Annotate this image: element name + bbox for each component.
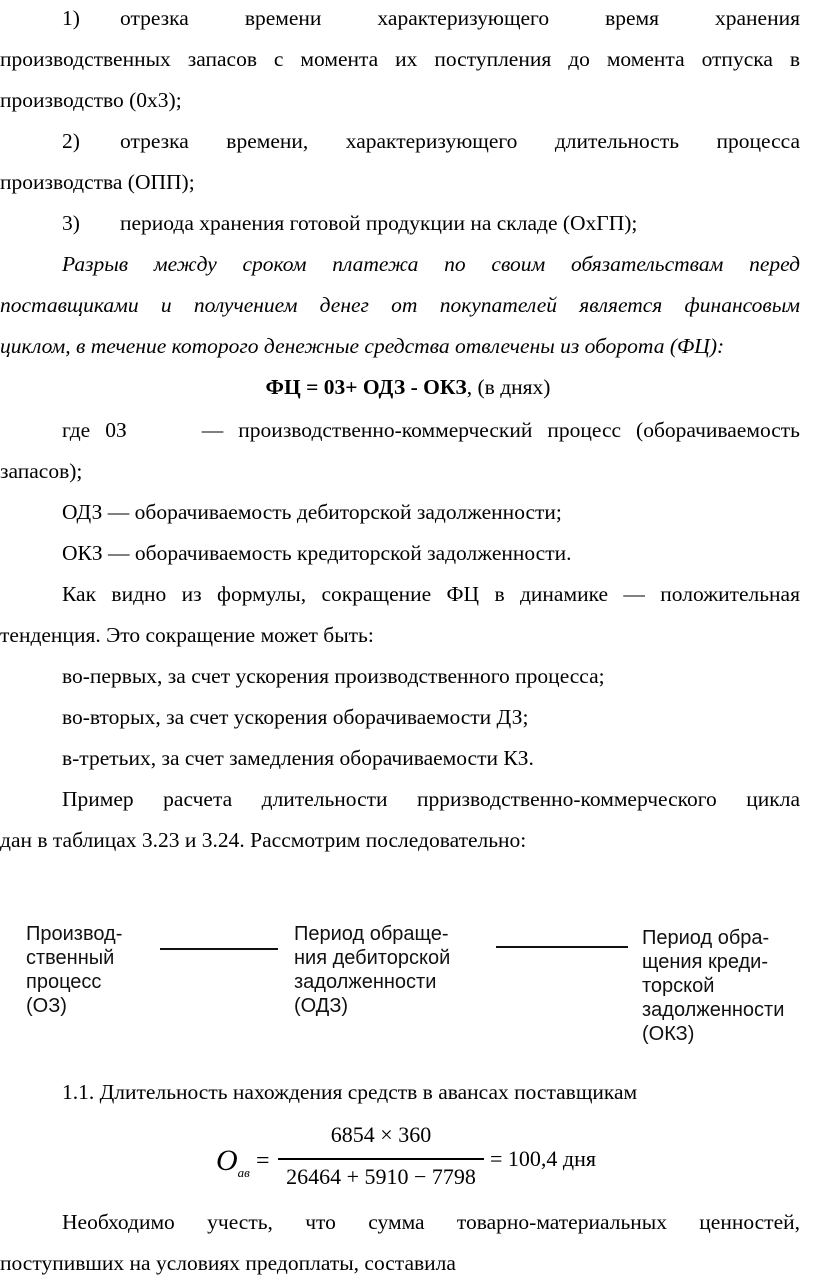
italic-paragraph-line3: циклом, в течение которого денежные средства отвлечены из оборота (ФЦ):	[0, 334, 725, 358]
list-item-1-line2: производственных запасов с момента их поступления до момента отпуска в	[0, 47, 800, 71]
where-line2: запасов);	[0, 459, 83, 483]
diagram-box-payables: Период обра- щения креди- торской задолженности (ОКЗ)	[642, 927, 785, 1045]
list-item-3-line1: 3) периода хранения готовой продукции на складе (ОхГП);	[62, 211, 638, 235]
example-line1: Пример расчета длительности прризводственно-коммерческого цикла	[62, 787, 800, 811]
formula-symbol: $O_{ав}$	[216, 1144, 250, 1180]
necessary-line1: Необходимо учесть, что сумма товарно-материальных ценностей,	[62, 1210, 800, 1234]
seen-line2: тенденция. Это сокращение может быть:	[0, 623, 374, 647]
cycle-formula	[0, 373, 816, 401]
diagram-connector-2	[496, 946, 628, 948]
list-item-1-line3: производство (0х3);	[0, 88, 182, 112]
formula-result: = 100,4 дня	[490, 1146, 596, 1171]
third-reason: в-третьих, за счет замедления оборачиваемости КЗ.	[62, 746, 534, 770]
equals-sign: =	[256, 1148, 270, 1174]
diagram-box-production: Производ- ственный процесс (ОЗ)	[26, 923, 123, 1017]
fraction-bar	[278, 1158, 484, 1160]
section-heading: 1.1. Длительность нахождения средств в авансах поставщикам	[62, 1080, 638, 1104]
second-reason: во-вторых, за счет ускорения оборачиваемости ДЗ;	[62, 705, 529, 729]
italic-paragraph-line2: поставщиками и получением денег от покупателей является финансовым	[0, 293, 800, 317]
formula-units: , (в днях)	[466, 375, 551, 399]
list-number: 3)	[62, 211, 80, 235]
seen-line1: Как видно из формулы, сокращение ФЦ в динамике — положительная	[62, 582, 800, 606]
list-item-1-line1: 1) отрезка времени характеризующего время хранения	[62, 6, 800, 30]
example-line2: дан в таблицах 3.23 и 3.24. Рассмотрим последовательно:	[0, 828, 527, 852]
formula-numerator: 6854 × 360	[330, 1122, 432, 1147]
first-reason: во-первых, за счет ускорения производственного процесса;	[62, 664, 605, 688]
list-number: 1)	[62, 6, 80, 30]
diagram-box-receivables: Период обраще- ния дебиторской задолженности (ОДЗ)	[294, 923, 451, 1017]
where-line1: где 0З — производственно-коммерческий процесс (оборачиваемость	[62, 418, 800, 442]
italic-paragraph-line1: Разрыв между сроком платежа по своим обязательствам перед	[62, 252, 800, 276]
list-number: 2)	[62, 129, 80, 153]
necessary-line2: поступивших на условиях предоплаты, составила	[0, 1251, 456, 1275]
list-item-2-line2: производства (ОПП);	[0, 170, 195, 194]
advance-formula	[216, 1122, 596, 1202]
okz-definition: ОКЗ — оборачиваемость кредиторской задолженности.	[62, 541, 572, 565]
formula-subscript: ав	[237, 1165, 250, 1180]
formula-bold: ФЦ = 03+ ОДЗ - ОКЗ	[265, 375, 467, 399]
list-item-2-line1: 2) отрезка времени, характеризующего длительность процесса	[62, 129, 800, 153]
odz-definition: ОДЗ — оборачиваемость дебиторской задолженности;	[62, 500, 562, 524]
diagram-connector-1	[160, 948, 278, 950]
formula-denominator: 26464 + 5910 − 7798	[286, 1164, 476, 1189]
